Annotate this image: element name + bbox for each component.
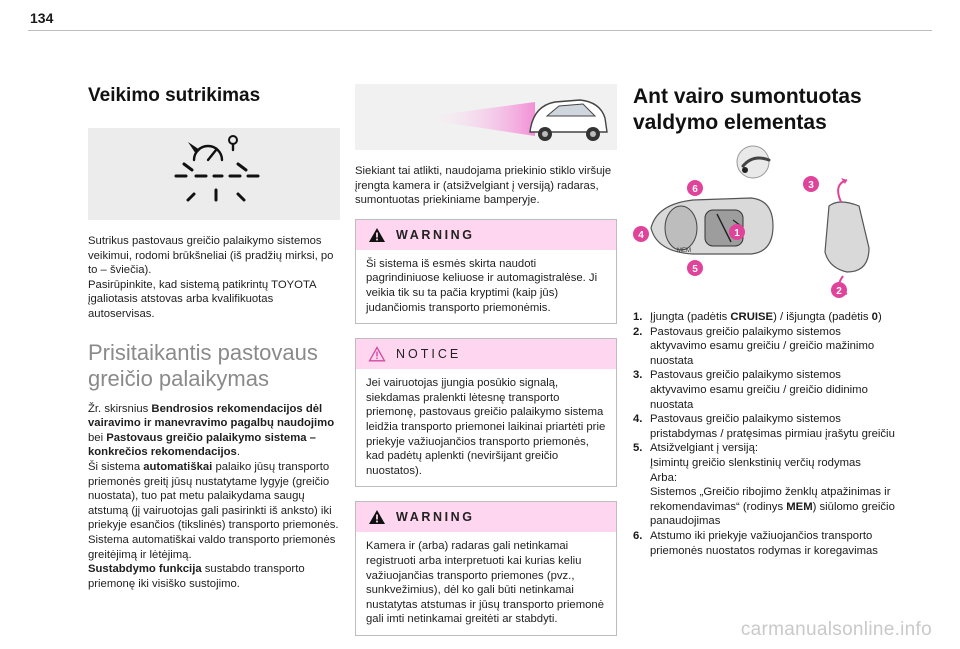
item-number: 2. <box>633 325 643 338</box>
cruise-fault-icon-box <box>88 128 340 220</box>
item-number: 3. <box>633 369 643 382</box>
item5-line2: Įsimintų greičio slenkstinių verčių rodymas <box>650 456 861 469</box>
ref-prefix: Žr. skirsnius <box>88 402 152 415</box>
column-2 <box>355 44 617 636</box>
car-radar-illustration <box>355 84 617 150</box>
warning-text-2: Kamera ir (arba) radaras gali netinkamai registruoti arba interpretuoti kai kurias keliu važiuojančias transporto priemones (pvz., sunkvežimius), dėl ko gali būti netinkamai nustatytas atstumas ir jūsų transporto priemonė gali imti netinkamai greitėti ar stabdyti. <box>366 540 604 626</box>
item1-bold-zero: 0 <box>871 311 878 323</box>
item-text: Pastovaus greičio palaikymo sistemos aktyvavimo esamu greičiu / greičio didinimo nuostata <box>650 369 868 411</box>
malfunction-text-2: Pasirūpinkite, kad sistemą patikrintų TOYOTA įgaliotasis atstovas arba kvalifikuotas autoservisas. <box>88 278 316 320</box>
stop-function-bold: Sustabdymo funkcija <box>88 563 202 576</box>
item-text <box>650 441 895 529</box>
notice-header <box>356 339 616 369</box>
item5-line1: Atsižvelgiant į versiją: <box>650 442 758 455</box>
watermark: carmanualsonline.info <box>740 619 932 640</box>
steering-wheel-icon <box>737 146 769 178</box>
item-text <box>650 310 895 325</box>
heading-adaptive-cruise <box>88 340 340 392</box>
warning-box-1 <box>355 219 617 324</box>
column-3 <box>633 44 895 558</box>
label-3: 3 <box>808 180 814 191</box>
notice-box <box>355 338 617 487</box>
item-text: Atstumo iki priekyje važiuojančios transporto priemonės nuostatos rodymas ir koregavimas <box>650 529 878 557</box>
heading-adaptive-line2: greičio palaikymas <box>88 365 269 391</box>
warning-box-2 <box>355 501 617 636</box>
heading-adaptive-line1: Prisitaikantis pastovaus <box>88 339 318 365</box>
item5-line4-post: ) siūlomo greičio panaudojimas <box>650 500 895 528</box>
warning-header-2 <box>356 502 616 532</box>
list-item <box>633 325 895 369</box>
header-rule <box>28 30 932 31</box>
ref-link-specific: Pastovaus greičio palaikymo sistema – konkrečios rekomendacijos <box>88 431 316 459</box>
column-1 <box>88 44 340 591</box>
item5-line4-pre: Sistemos „Greičio ribojimo ženklų atpažinimas ir rekomendavimas“ (rodinys <box>650 486 891 513</box>
item-text: Pastovaus greičio palaikymo sistemos pristabdymas / pratęsimas pirmiau įrašytu greičiu <box>650 413 895 440</box>
notice-title: NOTICE <box>396 347 462 362</box>
heading-malfunction: Veikimo sutrikimas <box>88 85 261 106</box>
adaptive-ref-text <box>88 402 340 460</box>
stop-function-text <box>88 562 340 591</box>
item5-bold-mem: MEM <box>786 500 813 513</box>
item-number: 6. <box>633 529 643 542</box>
warning-triangle-icon <box>368 227 386 243</box>
item-number: 1. <box>633 311 643 323</box>
label-6: 6 <box>692 184 698 195</box>
desc-bold: automatiškai <box>143 460 213 473</box>
list-item <box>633 368 895 412</box>
desc-rest: palaiko jūsų transporto priemonės greitį jūsų nustatytame lygyje (greičio nuostata), tuo pat metu palaikydama saugų atstumą (jį vairuotojas gali pasirinkti iš anksto) iki priekyje esančios (tikslinės) transporto priemonės. Sistema automatiškai valdo transporto priemonės greitėjimą ir lėtėjimą. <box>88 460 339 561</box>
item-text: Pastovaus greičio palaikymo sistemos aktyvavimo esamu greičiu / greičio mažinimo nuostata <box>650 325 875 367</box>
warning-header-1 <box>356 220 616 250</box>
ref-link-general: Bendrosios rekomendacijos dėl vairavimo ir manevravimo pagalbų naudojimo <box>88 402 335 430</box>
caution-outline-icon <box>368 346 386 362</box>
list-item <box>633 412 895 441</box>
list-item <box>633 310 895 325</box>
steering-control-diagram <box>633 140 895 300</box>
heading-steering-control <box>633 84 895 136</box>
label-5: 5 <box>692 264 698 275</box>
label-4: 4 <box>638 230 644 241</box>
label-1: 1 <box>734 228 740 239</box>
camera-radar-text: Siekiant tai atlikti, naudojama priekinio stiklo viršuje įrengta kamera ir (atsižvelgiant į versiją) radaras, sumontuotas priekiniame bamperyje. <box>355 165 612 207</box>
item5-line3: Arba: <box>650 471 678 484</box>
cruise-fault-dashed-icon <box>88 128 340 220</box>
stop-function-rest: sustabdo transporto priemonę iki visiško sustojimo. <box>88 563 305 590</box>
warning-title-1: WARNING <box>396 227 475 242</box>
adaptive-desc-text <box>88 460 340 562</box>
mem-label: MEM <box>677 248 691 254</box>
list-item <box>633 441 895 529</box>
item1-post2: ) <box>877 311 882 323</box>
page-number: 134 <box>30 10 54 26</box>
desc-prefix: Ši sistema <box>88 460 144 473</box>
warning-text-1: Ši sistema iš esmės skirta naudoti pagrindiniuose keliuose ir automagistralėse. Ji veikia tik su ta pačia kryptimi (kaip jūs) judančiomis transporto priemonėmis. <box>366 257 598 314</box>
item-number: 5. <box>633 442 643 455</box>
control-items-list <box>633 310 895 558</box>
item1-bold-cruise: CRUISE <box>730 311 774 323</box>
heading-steering-line1: Ant vairo sumontuotas <box>633 85 862 108</box>
list-item <box>633 529 895 558</box>
cruise-lever-right <box>825 178 869 296</box>
label-2: 2 <box>836 286 842 297</box>
heading-steering-line2: valdymo elementas <box>633 111 827 134</box>
item1-pre: Įjungta (padėtis <box>650 311 731 323</box>
cruise-lever-left <box>651 198 773 254</box>
ref-end: . <box>236 446 240 459</box>
warning-triangle-icon <box>368 509 386 525</box>
item1-post: ) / išjungta (padėtis <box>773 311 872 323</box>
item-number: 4. <box>633 413 643 426</box>
malfunction-text-1: Sutrikus pastovaus greičio palaikymo sistemos veikimui, rodomi brūkšneliai (iš pradžių mirksi, po to – šviečia). <box>88 235 334 277</box>
ref-mid: bei <box>88 431 107 444</box>
notice-text: Jei vairuotojas įjungia posūkio signalą, siekdamas pralenkti lėtesnę transporto priemonę, pastovaus greičio palaikymo sistema leidžia transporto priemonei laikinai priartėti prie priekyje važiuojančios transporto priemonės, kad padėtų aplenkti (neviršijant greičio nuostatos). <box>366 377 606 477</box>
warning-title-2: WARNING <box>396 510 475 525</box>
